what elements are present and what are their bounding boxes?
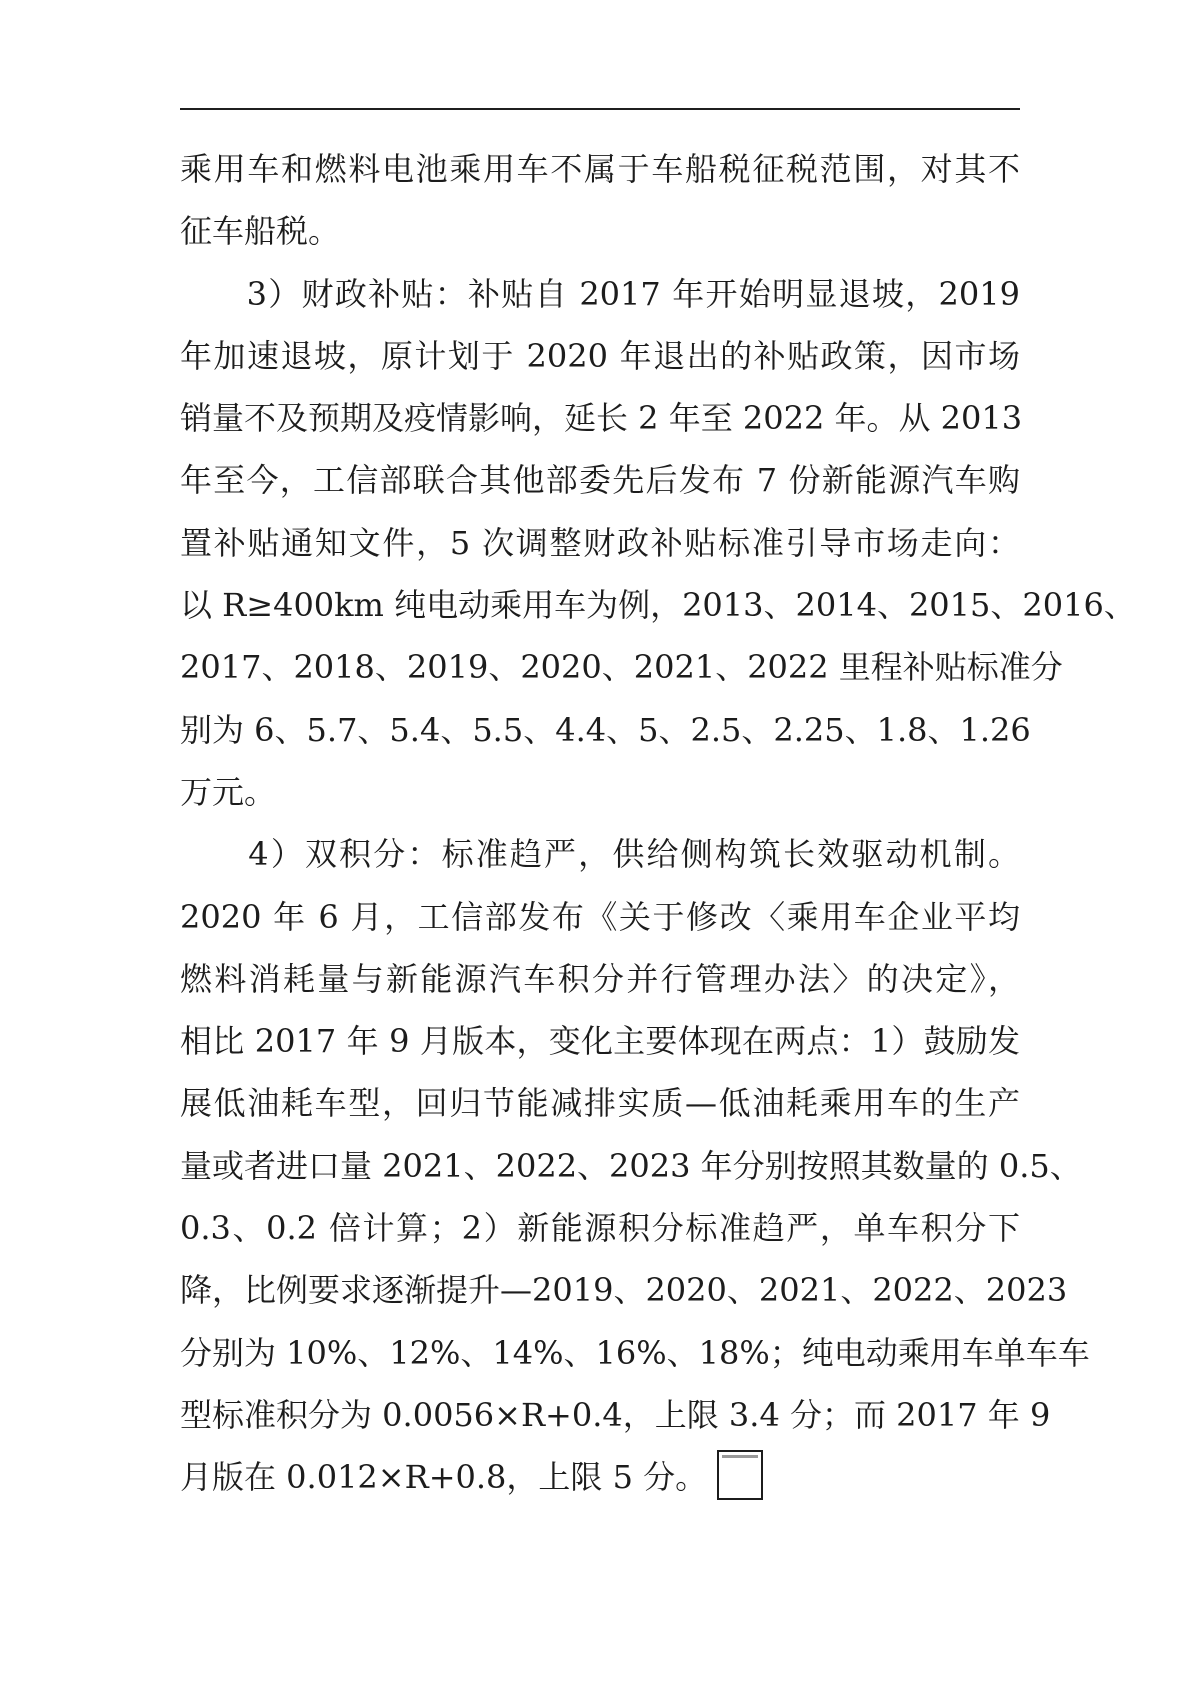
text-line: 相比 2017 年 9 月版本，变化主要体现在两点：1）鼓励发: [180, 1022, 1020, 1061]
text-line: 分别为 10%、12%、14%、16%、18%；纯电动乘用车单车车: [180, 1333, 1090, 1372]
text-line: 置补贴通知文件，5 次调整财政补贴标准引导市场走向：: [180, 523, 1020, 562]
text-line: 0.3、0.2 倍计算；2）新能源积分标准趋严，单车积分下: [180, 1209, 1020, 1248]
text-line: 3）财政补贴：补贴自 2017 年开始明显退坡，2019: [180, 274, 1020, 313]
text-line: 展低油耗车型，回归节能减排实质—低油耗乘用车的生产: [180, 1084, 1020, 1123]
text-line: 燃料消耗量与新能源汽车积分并行管理办法〉的决定》，: [180, 959, 1020, 998]
final-line: [180, 1446, 1020, 1508]
text-line: 别为 6、5.7、5.4、5.5、4.4、5、2.5、2.25、1.8、1.26: [180, 710, 1031, 749]
text-line: 2017、2018、2019、2020、2021、2022 里程补贴标准分: [180, 648, 1063, 687]
text-line: 以 R≥400km 纯电动乘用车为例，2013、2014、2015、2016、: [180, 586, 1136, 625]
final-line-text: 月版在 0.012×R+0.8，上限 5 分。: [180, 1458, 708, 1497]
text-line: 年至今，工信部联合其他部委先后发布 7 份新能源汽车购: [180, 461, 1020, 500]
text-line: 征车船税。: [180, 212, 341, 251]
text-line: 乘用车和燃料电池乘用车不属于车船税征税范围，对其不: [180, 150, 1020, 188]
seal-stamp-icon: [717, 1450, 763, 1500]
header-rule: [180, 108, 1020, 110]
text-line: 降，比例要求逐渐提升—2019、2020、2021、2022、2023: [180, 1271, 1068, 1310]
text-line: 型标准积分为 0.0056×R+0.4，上限 3.4 分；而 2017 年 9: [180, 1395, 1051, 1434]
body-text: [180, 138, 1136, 1509]
text-line: 4）双积分：标准趋严，供给侧构筑长效驱动机制。: [180, 835, 1020, 874]
text-line: 销量不及预期及疫情影响，延长 2 年至 2022 年。从 2013: [180, 399, 1023, 438]
text-line: 年加速退坡，原计划于 2020 年退出的补贴政策，因市场: [180, 336, 1020, 375]
text-line: 2020 年 6 月，工信部发布《关于修改〈乘用车企业平均: [180, 897, 1020, 936]
text-line: 量或者进口量 2021、2022、2023 年分别按照其数量的 0.5、: [180, 1146, 1082, 1185]
text-line: 万元。: [180, 772, 277, 811]
